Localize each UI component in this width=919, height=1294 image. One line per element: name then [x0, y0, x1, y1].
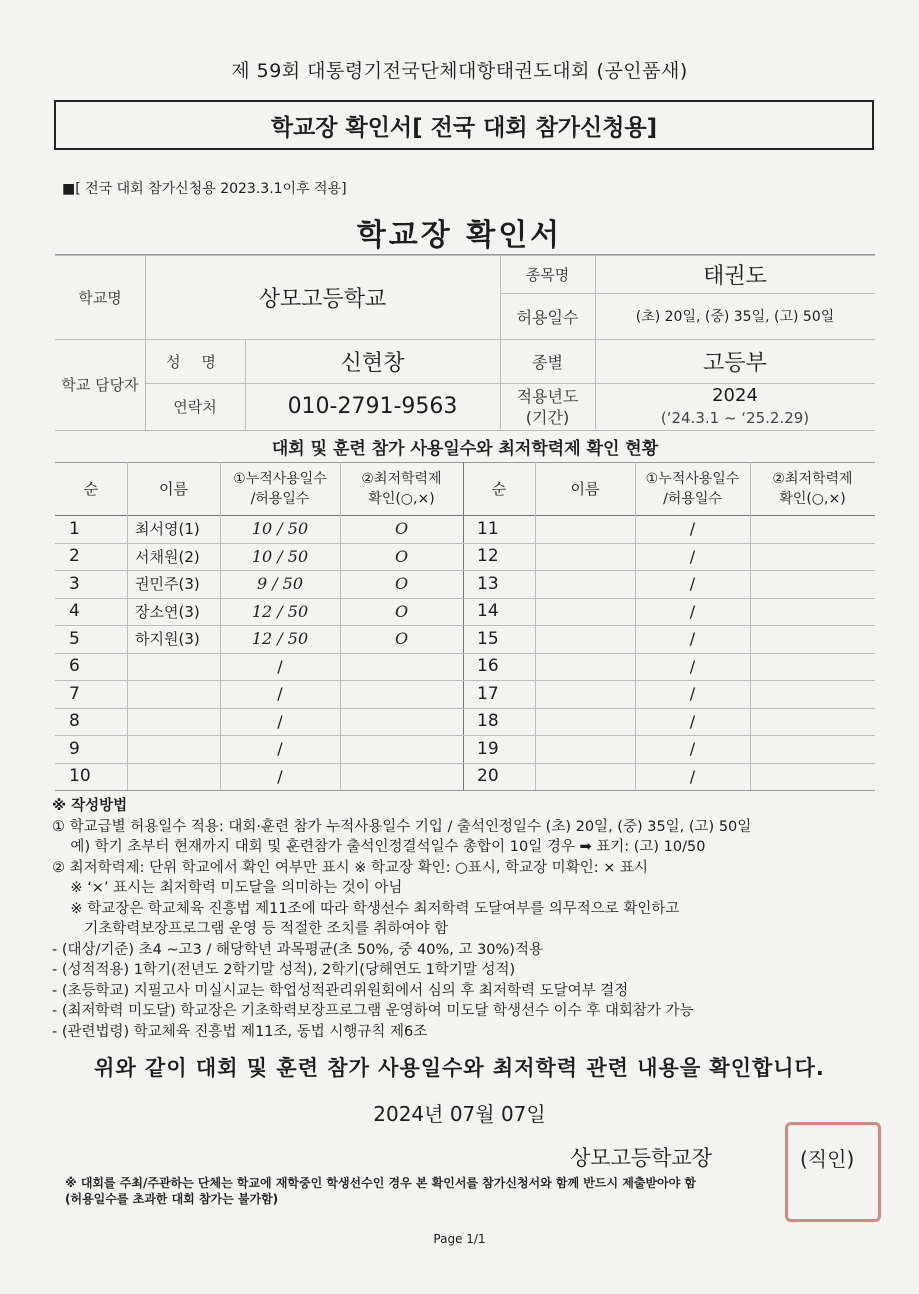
right-cell-no: 20	[477, 766, 499, 787]
left-cell-check: O	[394, 574, 409, 594]
right-cell-check	[750, 763, 875, 791]
right-cell-check	[750, 680, 875, 708]
left-cell-no: 7	[69, 683, 80, 704]
left-cell-name	[135, 708, 220, 736]
contact-label: 연락처	[173, 398, 217, 416]
left-cell-no: 6	[69, 656, 80, 677]
left-cell-days: 9 / 50	[256, 574, 304, 594]
instruction-line: - (대상/기준) 초4 ~고3 / 해당학년 과목평균(초 50%, 중 40%, 고 30%)적용	[52, 941, 543, 958]
left-cell-no: 4	[69, 601, 80, 622]
left-cell-name: 하지원(3)	[135, 630, 200, 649]
col-header-no: 순	[83, 479, 99, 498]
col-header-no-2: 순	[491, 479, 507, 498]
left-cell-days: 12 / 50	[251, 629, 309, 649]
right-cell-name	[543, 570, 635, 598]
year-value-cell	[595, 383, 875, 430]
event-header: 제 59회 대통령기전국단체대항태권도대회 (공인품새)	[231, 60, 688, 82]
left-cell-check	[340, 763, 463, 791]
document-banner: 학교장 확인서[ 전국 대회 참가신청용]	[54, 100, 874, 150]
year-value: 2024	[712, 384, 758, 406]
right-cell-no: 15	[477, 628, 499, 649]
school-name-value: 상모고등학교	[258, 286, 387, 312]
confirmation-statement: 위와 같이 대회 및 훈련 참가 사용일수와 최저학력 관련 내용을 확인합니다.	[94, 1056, 825, 1080]
right-cell-no: 19	[477, 738, 499, 759]
right-cell-no: 18	[477, 711, 499, 732]
left-cell-check	[340, 680, 463, 708]
left-cell-no: 5	[69, 628, 80, 649]
instruction-line: - (최저학력 미도달) 학교장은 기초학력보장프로그램 운영하여 미도달 학생선수 이수 후 대회참가 가능	[52, 1003, 694, 1019]
left-cell-check: O	[394, 546, 409, 566]
right-cell-days: /	[689, 601, 696, 621]
left-cell-check: O	[394, 629, 409, 649]
left-cell-days: 12 / 50	[251, 601, 309, 621]
left-cell-days: 10 / 50	[251, 519, 309, 539]
year-label-cell	[500, 383, 595, 430]
left-cell-days: /	[277, 656, 283, 676]
division-value: 고등부	[703, 350, 767, 376]
left-cell-name: 장소연(3)	[135, 602, 200, 621]
left-cell-name: 최서영(1)	[135, 520, 200, 539]
left-cell-no: 8	[69, 711, 80, 732]
left-cell-name: 권민주(3)	[135, 575, 200, 594]
left-cell-no: 2	[69, 546, 80, 567]
right-cell-no: 16	[477, 656, 499, 677]
allowed-days-label: 허용일수	[516, 307, 579, 327]
right-cell-check	[750, 515, 875, 543]
instruction-line: 예) 학기 초부터 현재까지 대회 및 훈련참가 출석인정결석일수 총합이 10일 경우 ➡ 표기: (고) 10/50	[52, 839, 706, 855]
seal-label: (직인)	[800, 1147, 855, 1171]
right-cell-check	[750, 543, 875, 571]
left-cell-days: /	[277, 711, 283, 731]
instructions	[52, 796, 872, 1042]
right-cell-no: 13	[477, 573, 499, 594]
right-cell-name	[543, 708, 635, 736]
right-cell-name	[543, 543, 635, 571]
left-cell-check	[340, 708, 463, 736]
left-cell-days: /	[277, 766, 283, 786]
instruction-line: - (초등학교) 지필고사 미실시교는 학업성적관리위원회에서 심의 후 최저학력 도달여부 결정	[52, 982, 629, 999]
left-cell-check	[340, 735, 463, 763]
right-cell-days: /	[689, 656, 696, 676]
staff-name-value: 신현창	[340, 350, 405, 376]
right-cell-check	[750, 735, 875, 763]
instruction-line: ② 최저학력제: 단위 학교에서 확인 여부만 표시 ※ 학교장 확인: ○표시, 학교장 미확인: × 표시	[52, 859, 648, 876]
right-cell-no: 12	[477, 546, 499, 567]
right-cell-days: /	[689, 574, 696, 594]
division-label: 종별	[532, 352, 563, 372]
name-label: 성 명	[166, 352, 224, 371]
instruction-line: - (관련법령) 학교체육 진흥법 제11조, 동법 시행규칙 제6조	[52, 1023, 428, 1040]
left-cell-days: /	[277, 739, 283, 759]
year-period: (‘24.3.1 ~ ‘25.2.29)	[660, 408, 810, 427]
right-cell-no: 17	[477, 683, 499, 704]
school-name-label: 학교명	[78, 288, 122, 307]
staff-label: 학교 담당자	[61, 375, 139, 394]
col-header-name: 이름	[159, 479, 188, 498]
instruction-line: ※ 학교장은 학교체육 진흥법 제11조에 따라 학생선수 최저학력 도달여부를 의무적으로 확인하고	[52, 900, 680, 917]
right-cell-name	[543, 598, 635, 626]
left-cell-name: 서채원(2)	[135, 547, 200, 566]
applicability-note: ■[ 전국 대회 참가신청용 2023.3.1이후 적용]	[62, 181, 347, 197]
left-cell-days: 10 / 50	[251, 546, 309, 566]
col-header-name-2: 이름	[570, 479, 600, 498]
col-header-days-2: ①누적사용일수 /허용일수	[645, 470, 740, 507]
left-cell-name	[135, 763, 220, 791]
table-title: 대회 및 훈련 참가 사용일수와 최저학력제 확인 현황	[271, 439, 659, 459]
left-cell-check: O	[394, 519, 409, 539]
left-cell-no: 9	[69, 738, 80, 759]
instruction-line: ※ ‘×’ 표시는 최저학력 미도달을 의미하는 것이 아님	[52, 880, 403, 896]
page-number: Page 1/1	[433, 1232, 486, 1246]
right-cell-days: /	[689, 739, 696, 759]
left-cell-days: /	[277, 684, 283, 704]
right-cell-name	[543, 763, 635, 791]
left-cell-name	[135, 735, 220, 763]
right-cell-name	[543, 735, 635, 763]
instruction-line: ① 학교급별 허용일수 적용: 대회·훈련 참가 누적사용일수 기입 / 출석인정일수 (초) 20일, (중) 35일, (고) 50일	[52, 818, 752, 835]
right-cell-days: /	[689, 766, 696, 786]
instruction-line: 기초학력보장프로그램 운영 등 적절한 조치를 취하여야 함	[52, 921, 449, 937]
right-cell-name	[543, 680, 635, 708]
col-header-check: ②최저학력제 확인(○,×)	[361, 470, 442, 507]
left-cell-check: O	[394, 601, 409, 621]
instructions-heading: ※ 작성방법	[52, 798, 128, 814]
footnote	[65, 1175, 885, 1207]
right-cell-days: /	[689, 684, 696, 704]
right-cell-check	[750, 570, 875, 598]
right-cell-check	[750, 708, 875, 736]
right-cell-no: 14	[477, 601, 499, 622]
right-cell-name	[543, 625, 635, 653]
signer-name: 상모고등학교장	[570, 1146, 713, 1170]
left-cell-check	[340, 653, 463, 681]
col-header-check-2: ②최저학력제 확인(○,×)	[772, 470, 853, 507]
left-cell-name	[135, 653, 220, 681]
right-cell-name	[543, 515, 635, 543]
right-cell-days: /	[689, 629, 696, 649]
footnote-line: ※ 대회를 주최/주관하는 단체는 학교에 재학중인 학생선수인 경우 본 확인서를 참가신청서와 함께 반드시 제출받아야 함	[65, 1176, 696, 1190]
right-cell-check	[750, 625, 875, 653]
left-cell-no: 1	[69, 518, 80, 539]
official-seal-stamp	[785, 1122, 881, 1222]
contact-value: 010-2791-9563	[287, 394, 458, 419]
page-title: 학교장 확인서	[356, 218, 563, 253]
left-cell-no: 10	[69, 766, 91, 787]
allowed-days-value: (초) 20일, (중) 35일, (고) 50일	[635, 309, 835, 325]
col-header-days: ①누적사용일수 /허용일수	[233, 470, 327, 507]
right-cell-check	[750, 598, 875, 626]
right-cell-no: 11	[477, 518, 499, 539]
footnote-line: (허용일수를 초과한 대회 참가는 불가함)	[65, 1192, 279, 1206]
right-cell-name	[543, 653, 635, 681]
left-cell-no: 3	[69, 573, 80, 594]
document-date: 2024년 07월 07일	[373, 1102, 546, 1126]
school-info-grid	[55, 254, 875, 431]
year-label-period: (기간)	[525, 407, 570, 427]
right-cell-days: /	[689, 546, 696, 566]
instruction-line: - (성적적용) 1학기(전년도 2학기말 성적), 2학기(당해연도 1학기말 성적)	[52, 962, 516, 978]
right-cell-check	[750, 653, 875, 681]
left-cell-name	[135, 680, 220, 708]
right-cell-days: /	[689, 711, 696, 731]
year-label: 적용년도	[516, 386, 579, 406]
participation-table	[55, 462, 875, 792]
event-value: 태권도	[703, 263, 767, 289]
right-cell-days: /	[689, 519, 696, 539]
event-label: 종목명	[525, 265, 570, 284]
